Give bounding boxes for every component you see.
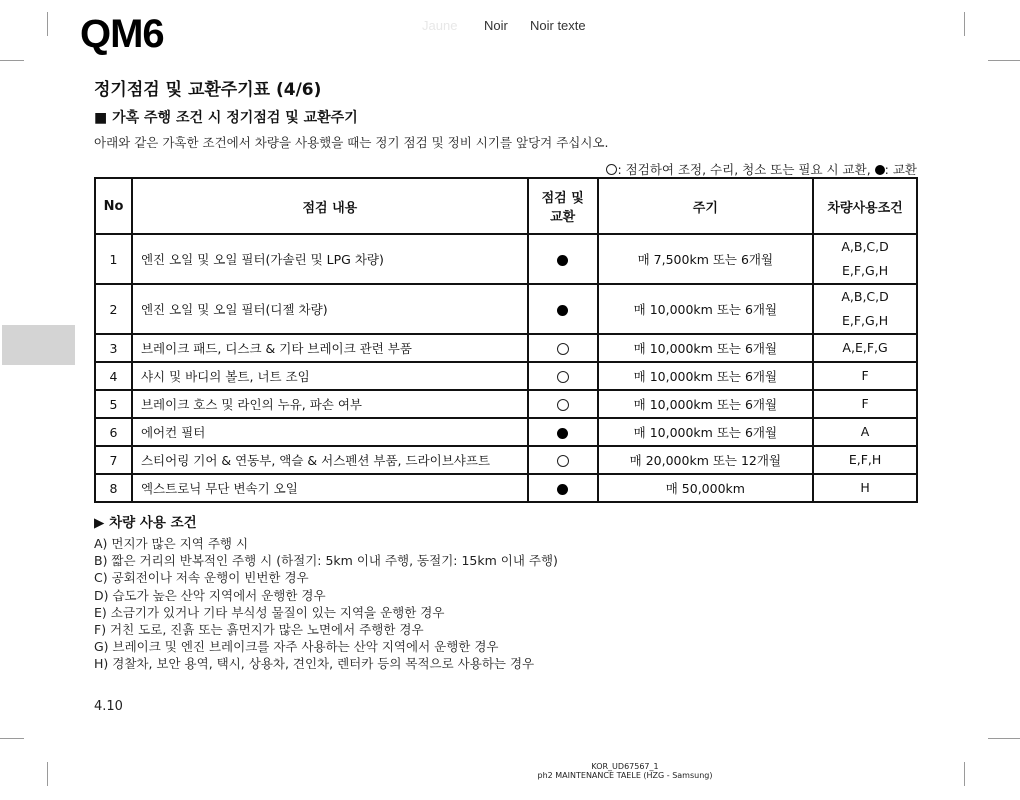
header-interval: 주기 (598, 178, 814, 234)
list-item: F) 거친 도로, 진흙 또는 흙먼지가 많은 노면에서 주행한 경우 (94, 622, 424, 638)
row-item: 브레이크 패드, 디스크 & 기타 브레이크 관련 부품 (132, 334, 528, 362)
row-item: 엑스트로닉 무단 변속기 오일 (132, 474, 528, 502)
table-row (95, 362, 917, 390)
row-interval: 매 7,500km 또는 6개월 (598, 234, 814, 284)
row-item: 스티어링 기어 & 연동부, 액슬 & 서스펜션 부품, 드라이브샤프트 (132, 446, 528, 474)
row-conditions (813, 362, 917, 390)
filled-circle-icon (557, 484, 568, 495)
row-action (528, 390, 598, 418)
row-conditions (813, 284, 917, 334)
row-interval: 매 10,000km 또는 6개월 (598, 390, 814, 418)
filled-circle-icon (557, 305, 568, 316)
crop-mark (988, 60, 1020, 61)
list-item: B) 짧은 거리의 반복적인 주행 시 (하절기: 5km 이내 주행, 동절기: 15km 이내 주행) (94, 553, 558, 569)
condition-codes: E,F,G,H (842, 263, 889, 278)
condition-codes: H (860, 480, 870, 495)
row-item: 엔진 오일 및 오일 필터(디젤 차량) (132, 284, 528, 334)
conditions-list (94, 535, 558, 673)
row-item: 브레이크 호스 및 라인의 누유, 파손 여부 (132, 390, 528, 418)
list-item: D) 습도가 높은 산악 지역에서 운행한 경우 (94, 587, 326, 603)
row-action (528, 474, 598, 502)
condition-codes: A,B,C,D (841, 239, 889, 254)
legend-filled-text: : 교환 (884, 162, 917, 177)
color-swatch-label: Jaune (422, 18, 458, 33)
row-number: 2 (95, 284, 132, 334)
maintenance-table (94, 177, 918, 503)
condition-codes: A,E,F,G (842, 340, 888, 355)
hollow-circle-icon (557, 455, 569, 467)
list-item: C) 공회전이나 저속 운행이 빈번한 경우 (94, 570, 309, 586)
color-swatch-label: Noir texte (530, 18, 586, 33)
row-conditions (813, 446, 917, 474)
table-row (95, 446, 917, 474)
condition-codes: F (861, 396, 869, 411)
row-number: 4 (95, 362, 132, 390)
condition-codes: E,F,G,H (842, 313, 889, 328)
list-item: H) 경찰차, 보안 용역, 택시, 상용차, 견인차, 렌터카 등의 목적으로 사용하는 경우 (94, 656, 535, 672)
row-conditions (813, 418, 917, 446)
table-row (95, 418, 917, 446)
row-number: 1 (95, 234, 132, 284)
row-action (528, 284, 598, 334)
legend-hollow-text: : 점검하여 조정, 수리, 청소 또는 필요 시 교환, (617, 162, 875, 177)
symbol-legend (606, 160, 917, 178)
table-row (95, 474, 917, 502)
hollow-circle-icon (557, 371, 569, 383)
list-item: E) 소금기가 있거나 기타 부식성 물질이 있는 지역을 운행한 경우 (94, 604, 445, 620)
table-row (95, 234, 917, 284)
chapter-tab (2, 325, 75, 365)
row-interval: 매 10,000km 또는 6개월 (598, 418, 814, 446)
row-item: 에어컨 필터 (132, 418, 528, 446)
section-subtitle: ■ 가혹 주행 조건 시 정기점검 및 교환주기 (94, 110, 358, 126)
header-conditions: 차량사용조건 (813, 178, 917, 234)
crop-mark (964, 762, 965, 786)
color-swatch-label: Noir (484, 18, 508, 33)
row-number: 3 (95, 334, 132, 362)
row-interval: 매 10,000km 또는 6개월 (598, 362, 814, 390)
row-conditions (813, 234, 917, 284)
crop-mark (47, 762, 48, 786)
conditions-title: ▶ 차량 사용 조건 (94, 515, 197, 531)
filled-circle-icon (557, 428, 568, 439)
filled-circle-icon (875, 165, 885, 175)
section-description: 아래와 같은 가혹한 조건에서 차량을 사용했을 때는 정기 점검 및 정비 시기를 앞당겨 주십시오. (94, 135, 609, 150)
row-number: 5 (95, 390, 132, 418)
footer-code: KOR_UD67567_1 (591, 762, 659, 771)
hollow-circle-icon (557, 343, 569, 355)
brand-logo: QM6 (80, 12, 164, 56)
row-interval: 매 50,000km (598, 474, 814, 502)
condition-codes: F (861, 368, 869, 383)
crop-mark (0, 738, 24, 739)
hollow-circle-icon (606, 164, 617, 175)
table-row (95, 390, 917, 418)
row-action (528, 334, 598, 362)
crop-mark (964, 12, 965, 36)
list-item: G) 브레이크 및 엔진 브레이크를 자주 사용하는 산악 지역에서 운행한 경우 (94, 639, 499, 655)
table-row (95, 284, 917, 334)
condition-codes: E,F,H (848, 452, 882, 467)
hollow-circle-icon (557, 399, 569, 411)
condition-codes: A,B,C,D (841, 289, 889, 304)
row-item: 샤시 및 바디의 볼트, 너트 조임 (132, 362, 528, 390)
table-row (95, 334, 917, 362)
row-action (528, 446, 598, 474)
crop-mark (0, 60, 24, 61)
crop-mark (47, 12, 48, 36)
header-item: 점검 내용 (132, 178, 528, 234)
row-action (528, 362, 598, 390)
table-header-row (95, 178, 917, 234)
row-number: 6 (95, 418, 132, 446)
condition-codes: A (860, 424, 870, 439)
row-conditions (813, 390, 917, 418)
row-number: 8 (95, 474, 132, 502)
row-action (528, 234, 598, 284)
header-no: No (95, 178, 132, 234)
row-item: 엔진 오일 및 오일 필터(가솔린 및 LPG 차량) (132, 234, 528, 284)
row-conditions (813, 474, 917, 502)
list-item: A) 먼지가 많은 지역 주행 시 (94, 536, 249, 551)
footer-doc-title: ph2 MAINTENANCE TAELE (HZG - Samsung) (537, 771, 713, 780)
row-interval: 매 20,000km 또는 12개월 (598, 446, 814, 474)
row-interval: 매 10,000km 또는 6개월 (598, 334, 814, 362)
page-title: 정기점검 및 교환주기표 (4/6) (94, 80, 322, 100)
crop-mark (988, 738, 1020, 739)
row-interval: 매 10,000km 또는 6개월 (598, 284, 814, 334)
filled-circle-icon (557, 255, 568, 266)
row-number: 7 (95, 446, 132, 474)
page-number: 4.10 (94, 699, 123, 714)
row-conditions (813, 334, 917, 362)
row-action (528, 418, 598, 446)
header-action: 점검 및 교환 (528, 178, 598, 234)
